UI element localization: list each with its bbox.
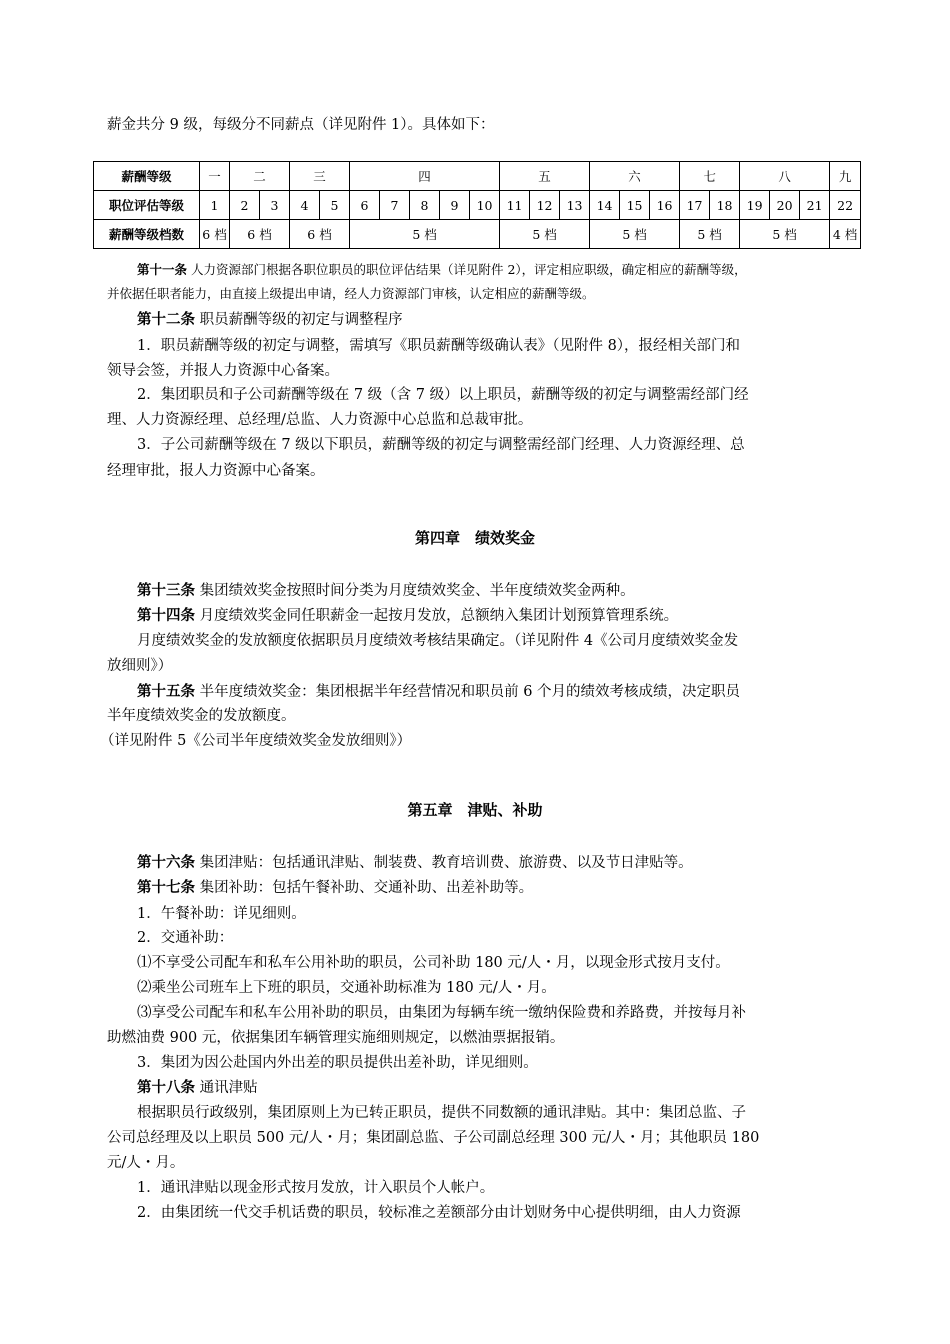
- grade-cell: 六: [590, 162, 680, 191]
- article-title: 第十五条: [137, 683, 195, 700]
- chapter-5-heading: 第五章 津贴、补助: [407, 801, 543, 819]
- grade-cell: 四: [350, 162, 500, 191]
- list-item: ⑴不享受公司配车和私车公用补助的职员，公司补助 180 元/人・月，以现金形式按月支付。: [137, 955, 730, 971]
- level-cell: 6: [350, 191, 380, 220]
- grade-cell: 八: [740, 162, 830, 191]
- level-cell: 5: [320, 191, 350, 220]
- paragraph: 3．子公司薪酬等级在 7 级以下职员，薪酬等级的初定与调整需经部门经理、人力资源经理、总: [137, 437, 745, 453]
- tier-cell: 4 档: [830, 220, 861, 249]
- article-text: 通讯津贴: [199, 1080, 258, 1096]
- level-cell: 1: [200, 191, 230, 220]
- paragraph: 理、人力资源经理、总经理/总监、人力资源中心总监和总裁审批。: [107, 412, 533, 428]
- row-header: 薪酬等级: [94, 162, 200, 191]
- article-text: 集团绩效奖金按照时间分类为月度绩效奖金、半年度绩效奖金两种。: [199, 583, 635, 599]
- level-cell: 17: [680, 191, 710, 220]
- level-cell: 14: [590, 191, 620, 220]
- level-cell: 18: [710, 191, 740, 220]
- article-15: [137, 679, 740, 705]
- list-item: 2．由集团统一代交手机话费的职员，较标准之差额部分由计划财务中心提供明细，由人力资源: [137, 1205, 741, 1221]
- article-12: [137, 307, 403, 333]
- grade-row: [94, 162, 861, 191]
- paragraph: 放细则》）: [107, 658, 173, 674]
- row-header: 薪酬等级档数: [94, 220, 200, 249]
- article-title: 第十二条: [137, 311, 195, 328]
- tier-cell: 6 档: [290, 220, 350, 249]
- paragraph: 月度绩效奖金的发放额度依据职员月度绩效考核结果确定。（详见附件 4《公司月度绩效奖金发: [137, 633, 739, 649]
- grade-cell: 九: [830, 162, 861, 191]
- level-cell: 10: [470, 191, 500, 220]
- article-16: [137, 850, 693, 876]
- level-cell: 13: [560, 191, 590, 220]
- article-11-cont: 并依据任职者能力，由直接上级提出申请，经人力资源部门审核，认定相应的薪酬等级。: [107, 286, 595, 301]
- tier-cell: 6 档: [200, 220, 230, 249]
- article-title: 第十八条: [137, 1079, 195, 1096]
- list-item: ⑶享受公司配车和私车公用补助的职员，由集团为每辆车统一缴纳保险费和养路费，并按每月补: [137, 1005, 746, 1021]
- list-item: 1．午餐补助：详见细则。: [137, 906, 306, 922]
- level-cell: 15: [620, 191, 650, 220]
- article-text: 半年度绩效奖金：集团根据半年经营情况和职员前 6 个月的绩效考核成绩，决定职员: [199, 684, 741, 700]
- tier-cell: 5 档: [740, 220, 830, 249]
- list-item: 助燃油费 900 元，依据集团车辆管理实施细则规定，以燃油票据报销。: [107, 1030, 565, 1046]
- grade-cell: 五: [500, 162, 590, 191]
- grade-cell: 七: [680, 162, 740, 191]
- paragraph: 1．职员薪酬等级的初定与调整，需填写《职员薪酬等级确认表》（见附件 8），报经相关部门和: [137, 338, 741, 354]
- chapter-4-heading: 第四章 绩效奖金: [414, 529, 535, 547]
- paragraph: 经理审批，报人力资源中心备案。: [107, 463, 325, 479]
- article-14: [137, 603, 678, 629]
- paragraph: 2．集团职员和子公司薪酬等级在 7 级（含 7 级）以上职员，薪酬等级的初定与调整需经部门经: [137, 387, 749, 403]
- paragraph: （详见附件 5《公司半年度绩效奖金发放细则》）: [100, 733, 412, 749]
- level-cell: 4: [290, 191, 320, 220]
- tier-cell: 5 档: [350, 220, 500, 249]
- article-text: 集团补助：包括午餐补助、交通补助、出差补助等。: [199, 880, 534, 896]
- tier-cell: 6 档: [230, 220, 290, 249]
- level-cell: 11: [500, 191, 530, 220]
- tier-cell: 5 档: [500, 220, 590, 249]
- list-item: 2．交通补助：: [137, 930, 234, 946]
- article-title: 第十四条: [137, 607, 195, 624]
- level-cell: 7: [380, 191, 410, 220]
- article-text: 集团津贴：包括通讯津贴、制装费、教育培训费、旅游费、以及节日津贴等。: [199, 855, 693, 871]
- row-header: 职位评估等级: [94, 191, 200, 220]
- article-title: 第十六条: [137, 854, 195, 871]
- list-item: 3．集团为因公赴国内外出差的职员提供出差补助，详见细则。: [137, 1055, 538, 1071]
- level-cell: 22: [830, 191, 861, 220]
- article-text: 人力资源部门根据各职位职员的职位评估结果（详见附件 2），评定相应职级，确定相应的薪酬等级，: [191, 262, 747, 277]
- level-cell: 12: [530, 191, 560, 220]
- grade-cell: 一: [200, 162, 230, 191]
- article-11: [137, 259, 747, 281]
- level-cell: 20: [770, 191, 800, 220]
- tier-cell: 5 档: [590, 220, 680, 249]
- article-13: [137, 578, 635, 604]
- article-title: 第十一条: [137, 262, 188, 277]
- paragraph: 元/人・月。: [107, 1155, 185, 1171]
- article-17: [137, 875, 533, 901]
- paragraph: 公司总经理及以上职员 500 元/人・月；集团副总监、子公司副总经理 300 元/人・月；其他职员 180: [107, 1130, 760, 1146]
- level-row: [94, 191, 861, 220]
- paragraph: 根据职员行政级别，集团原则上为已转正职员，提供不同数额的通讯津贴。其中：集团总监、子: [137, 1105, 746, 1121]
- grade-cell: 三: [290, 162, 350, 191]
- tier-row: [94, 220, 861, 249]
- level-cell: 16: [650, 191, 680, 220]
- article-18: [137, 1075, 258, 1101]
- level-cell: 21: [800, 191, 830, 220]
- level-cell: 2: [230, 191, 260, 220]
- tier-cell: 5 档: [680, 220, 740, 249]
- article-text: 月度绩效奖金同任职薪金一起按月发放，总额纳入集团计划预算管理系统。: [199, 608, 679, 624]
- level-cell: 3: [260, 191, 290, 220]
- salary-grade-table: [93, 161, 861, 249]
- grade-cell: 二: [230, 162, 290, 191]
- intro-text: 薪金共分 9 级，每级分不同薪点（详见附件 1）。具体如下：: [107, 117, 495, 133]
- level-cell: 19: [740, 191, 770, 220]
- level-cell: 8: [410, 191, 440, 220]
- paragraph: 半年度绩效奖金的发放额度。: [107, 708, 296, 724]
- article-title: 第十三条: [137, 582, 195, 599]
- list-item: 1．通讯津贴以现金形式按月发放，计入职员个人帐户。: [137, 1180, 495, 1196]
- article-text: 职员薪酬等级的初定与调整程序: [199, 312, 403, 328]
- level-cell: 9: [440, 191, 470, 220]
- article-title: 第十七条: [137, 879, 195, 896]
- list-item: ⑵乘坐公司班车上下班的职员，交通补助标准为 180 元/人・月。: [137, 980, 556, 996]
- paragraph: 领导会签，并报人力资源中心备案。: [107, 363, 339, 379]
